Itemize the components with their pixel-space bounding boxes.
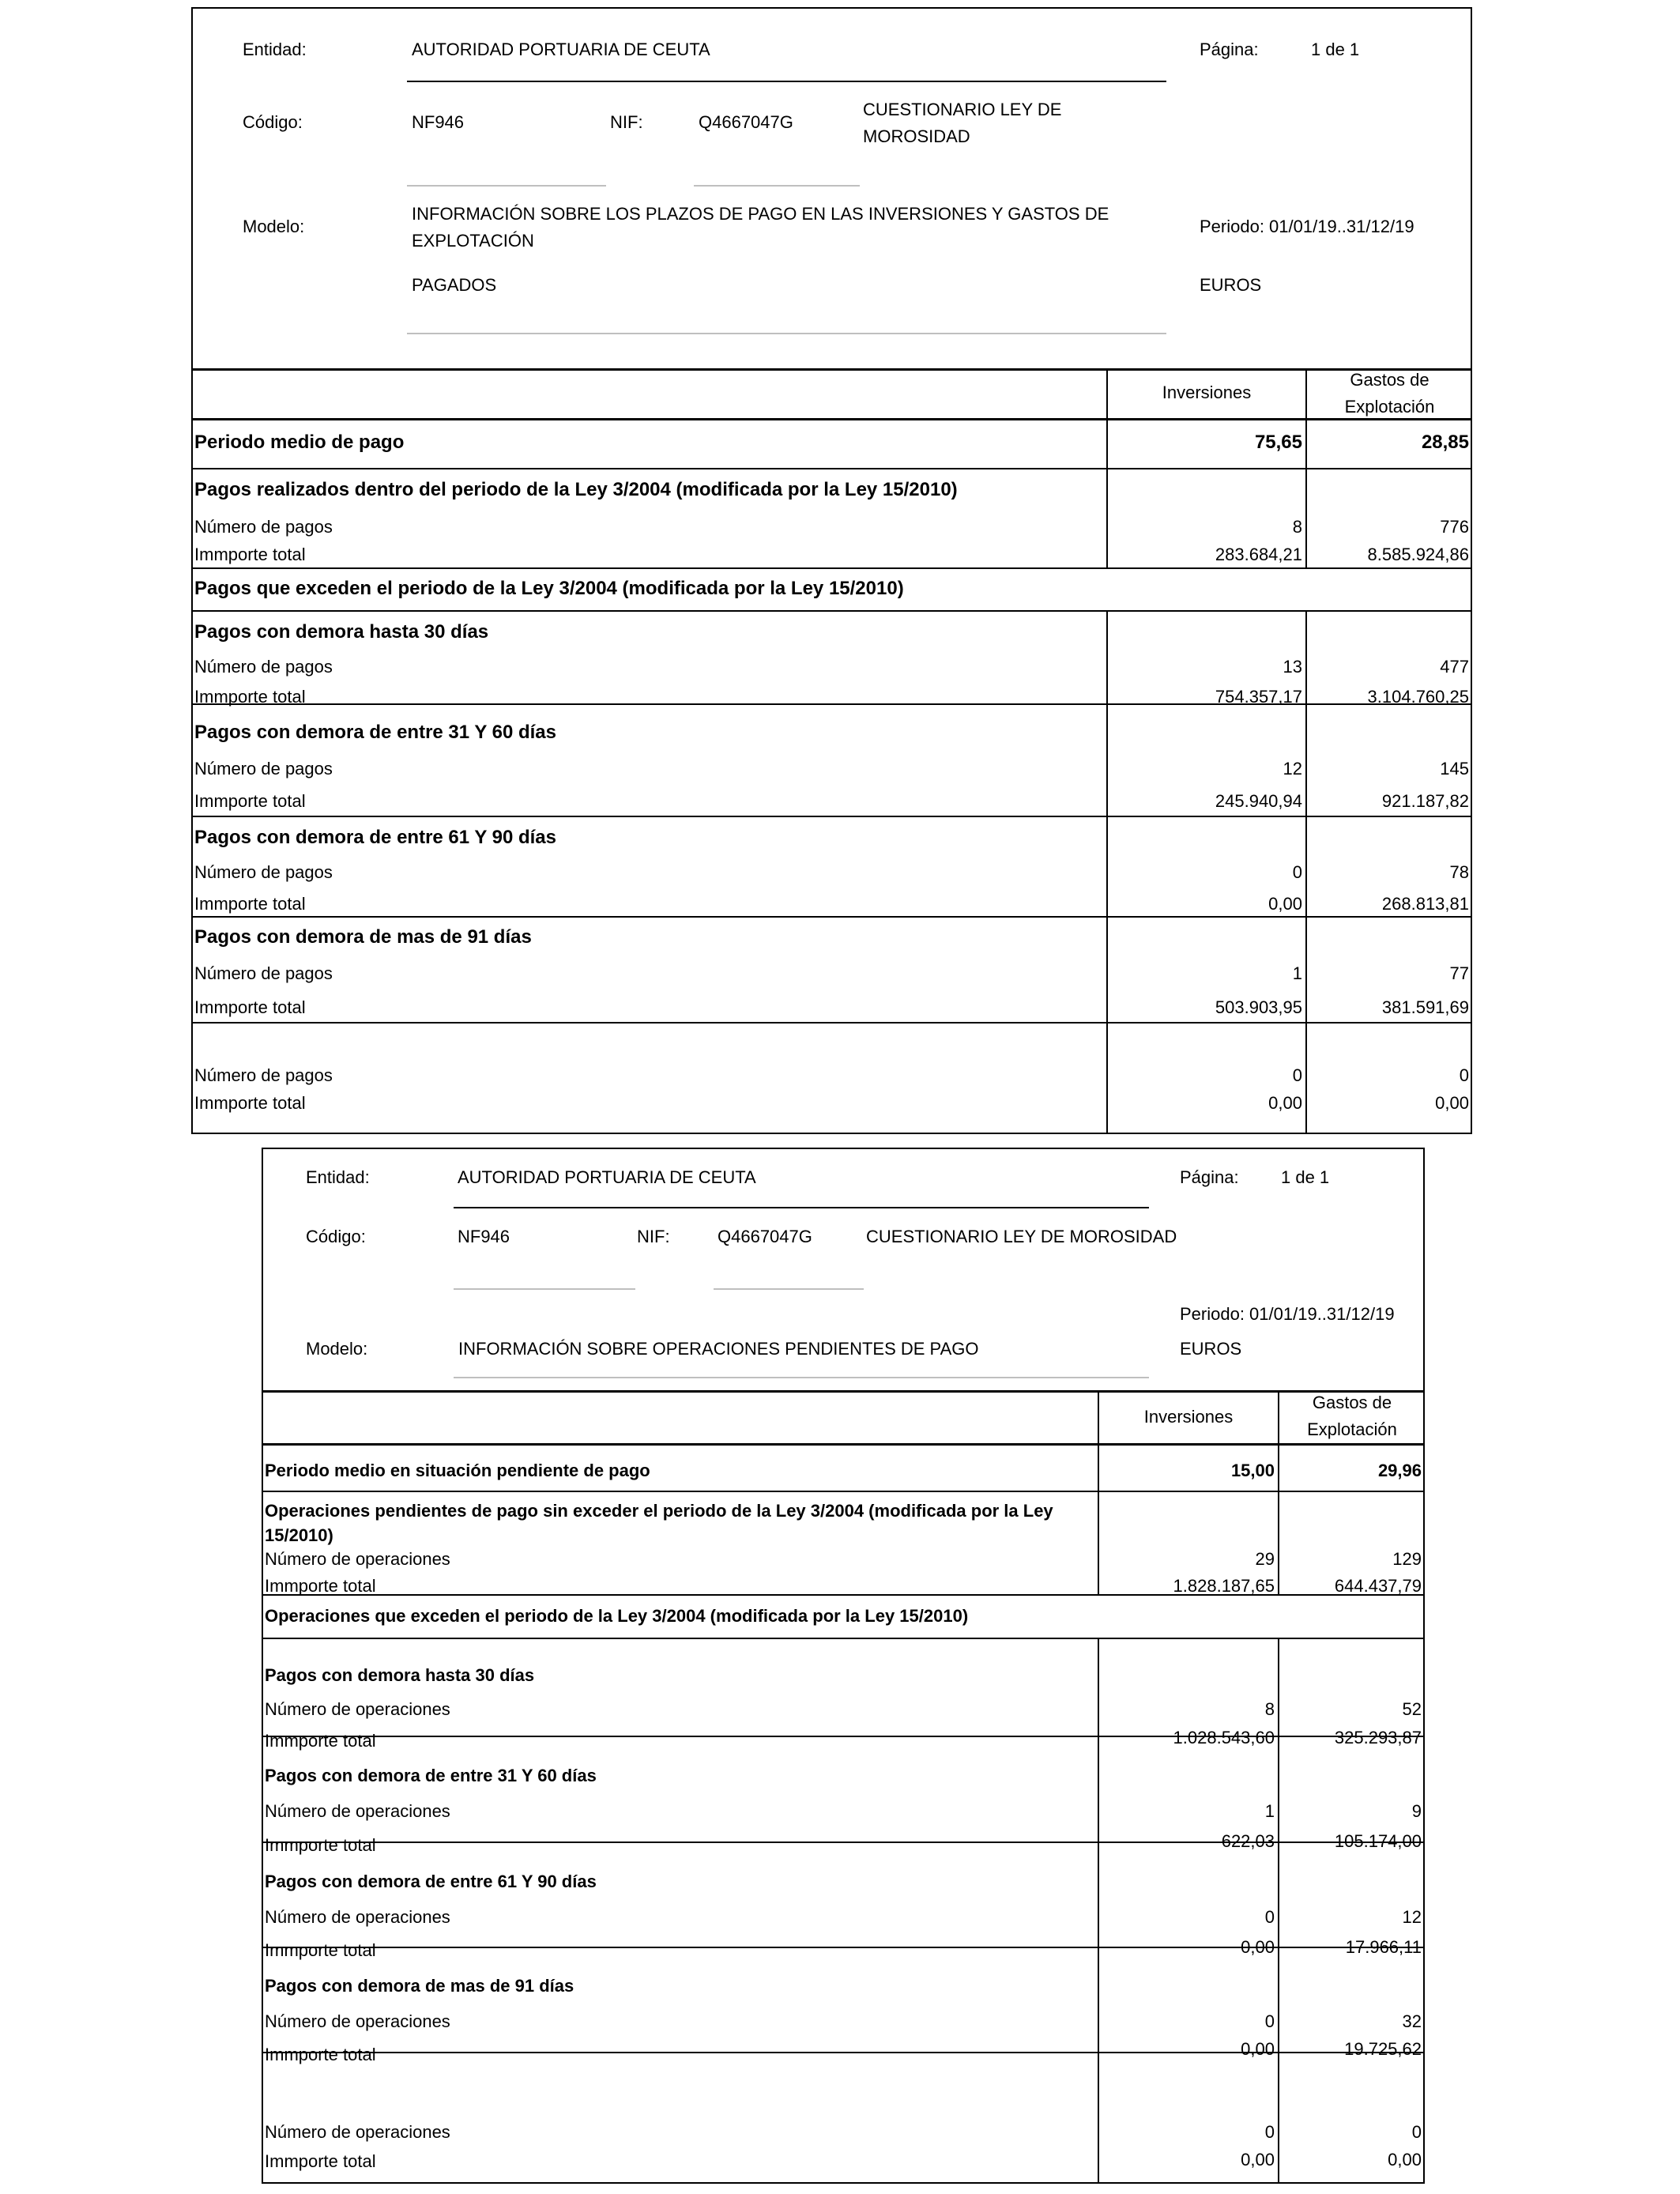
total-imp-gastos: 0,00	[1388, 2150, 1422, 2169]
dentro-imp-label: Immporte total	[265, 1576, 376, 1596]
group-num-gastos: 52	[1402, 1699, 1422, 1719]
group-imp-inversiones: 1.028.543,60	[1173, 1728, 1275, 1747]
group-num-gastos: 78	[1449, 862, 1469, 882]
group-num-gastos: 145	[1440, 759, 1469, 778]
nif-value: Q4667047G	[699, 112, 793, 132]
total-num-inversiones: 0	[1292, 1065, 1302, 1085]
cuestionario-label: CUESTIONARIO LEY DE MOROSIDAD	[866, 1227, 1177, 1246]
group-imp-label: Immporte total	[265, 1835, 376, 1855]
group-title: Pagos con demora de entre 61 Y 90 días	[194, 827, 556, 848]
group-imp-inversiones: 503.903,95	[1215, 997, 1302, 1017]
modelo-value: INFORMACIÓN SOBRE LOS PLAZOS DE PAGO EN LAS INVERSIONES Y GASTOS DE EXPLOTACIÓN	[412, 204, 1109, 251]
group-imp-gastos: 3.104.760,25	[1367, 687, 1469, 707]
dentro-num-inversiones: 8	[1292, 517, 1302, 537]
group-imp-inversiones: 622,03	[1221, 1831, 1275, 1851]
exceden-border	[191, 610, 1472, 612]
group-title: Pagos con demora de mas de 91 días	[194, 926, 532, 948]
entidad-value: AUTORIDAD PORTUARIA DE CEUTA	[412, 40, 710, 59]
total-num-inversiones: 0	[1264, 2122, 1275, 2142]
group-imp-label: Immporte total	[194, 687, 306, 707]
dentro-imp-gastos: 8.585.924,86	[1367, 545, 1469, 564]
group-num-gastos: 77	[1449, 963, 1469, 983]
group-num-label: Número de operaciones	[265, 1907, 450, 1927]
dentro-imp-inversiones: 1.828.187,65	[1173, 1576, 1275, 1596]
group-title: Pagos con demora hasta 30 días	[265, 1665, 535, 1685]
pmp-label: Periodo medio en situación pendiente de pago	[265, 1461, 650, 1480]
modelo-value: INFORMACIÓN SOBRE OPERACIONES PENDIENTES DE PAGO	[458, 1339, 979, 1359]
exceden-border	[262, 1638, 1425, 1639]
codigo-value: NF946	[412, 112, 465, 132]
column-header-inversiones: Inversiones	[1143, 1407, 1234, 1427]
group-imp-inversiones: 0,00	[1241, 1937, 1275, 1957]
pmp-inversiones: 75,65	[1254, 432, 1302, 453]
group-title: Pagos con demora de mas de 91 días	[265, 1976, 574, 1996]
total-imp-label: Immporte total	[194, 1093, 306, 1113]
total-imp-inversiones: 0,00	[1241, 2150, 1275, 2169]
nif-underline	[714, 1288, 864, 1290]
group-num-inversiones: 13	[1283, 657, 1302, 677]
codigo-value: NF946	[458, 1227, 510, 1246]
group-title: Pagos con demora hasta 30 días	[194, 621, 489, 643]
group-imp-inversiones: 0,00	[1241, 2039, 1275, 2059]
codigo-label: Código:	[306, 1227, 366, 1246]
group-imp-label: Immporte total	[194, 791, 306, 811]
dentro-title: Operaciones pendientes de pago sin exceder el periodo de la Ley 3/2004 (modificada por la Ley 15/2010)	[265, 1501, 1053, 1545]
group-imp-label: Immporte total	[265, 2045, 376, 2064]
group-imp-label: Immporte total	[194, 997, 306, 1017]
group2-border	[191, 816, 1472, 817]
dentro-title: Pagos realizados dentro del periodo de la Ley 3/2004 (modificada por la Ley 15/2010)	[194, 479, 958, 500]
group-title: Pagos con demora de entre 61 Y 90 días	[265, 1872, 597, 1891]
pmp-border	[262, 1491, 1425, 1492]
entidad-underline	[407, 81, 1166, 82]
group-num-label: Número de pagos	[194, 657, 333, 677]
group-num-inversiones: 0	[1264, 1907, 1275, 1927]
group-imp-gastos: 381.591,69	[1381, 997, 1469, 1017]
table-top-border	[262, 1390, 1425, 1393]
group-imp-label: Immporte total	[265, 1940, 376, 1960]
moneda-value: EUROS	[1200, 275, 1262, 295]
pagina-value: 1 de 1	[1311, 40, 1360, 59]
total-imp-label: Immporte total	[265, 2151, 376, 2171]
modelo-label: Modelo:	[306, 1339, 368, 1359]
group-imp-gastos: 921.187,82	[1381, 791, 1469, 811]
periodo-value: Periodo: 01/01/19..31/12/19	[1180, 1304, 1395, 1324]
group-num-label: Número de pagos	[194, 963, 333, 983]
group3-border	[191, 916, 1472, 918]
entidad-label: Entidad:	[306, 1167, 370, 1187]
group-num-gastos: 477	[1440, 657, 1469, 677]
dentro-num-label: Número de pagos	[194, 517, 333, 537]
group-num-gastos: 12	[1402, 1907, 1422, 1927]
group-num-inversiones: 1	[1292, 963, 1302, 983]
group-num-inversiones: 1	[1264, 1801, 1275, 1821]
total-imp-gastos: 0,00	[1435, 1093, 1469, 1113]
pmp-gastos: 28,85	[1421, 432, 1469, 453]
group-imp-inversiones: 245.940,94	[1215, 791, 1302, 811]
column-header-gastos: Gastos de Explotación	[1307, 1393, 1397, 1439]
nif-value: Q4667047G	[718, 1227, 812, 1246]
group-num-gastos: 9	[1411, 1801, 1422, 1821]
dentro-num-gastos: 129	[1392, 1549, 1422, 1569]
dentro-imp-gastos: 644.437,79	[1334, 1576, 1422, 1596]
total-imp-inversiones: 0,00	[1268, 1093, 1302, 1113]
dentro-num-inversiones: 29	[1255, 1549, 1275, 1569]
pagina-value: 1 de 1	[1281, 1167, 1330, 1187]
group-imp-gastos: 268.813,81	[1381, 894, 1469, 914]
pmp-gastos: 29,96	[1377, 1461, 1422, 1480]
column-header-gastos: Gastos de Explotación	[1344, 370, 1435, 417]
column-header-border	[191, 418, 1472, 420]
total-num-label: Número de operaciones	[265, 2122, 450, 2142]
exceden-title: Operaciones que exceden el periodo de la Ley 3/2004 (modificada por la Ley 15/2010)	[265, 1606, 969, 1626]
group-num-inversiones: 0	[1292, 862, 1302, 882]
group-imp-gastos: 325.293,87	[1334, 1728, 1422, 1747]
group-imp-gastos: 105.174,00	[1334, 1831, 1422, 1851]
dentro-num-label: Número de operaciones	[265, 1549, 450, 1569]
pmp-border	[191, 468, 1472, 469]
group-num-inversiones: 8	[1264, 1699, 1275, 1719]
modelo-label: Modelo:	[243, 217, 305, 236]
codigo-label: Código:	[243, 112, 303, 132]
total-num-gastos: 0	[1459, 1065, 1469, 1085]
dentro-imp-label: Immporte total	[194, 545, 306, 564]
group-title: Pagos con demora de entre 31 Y 60 días	[194, 722, 556, 743]
nif-label: NIF:	[610, 112, 643, 132]
moneda-value: EUROS	[1180, 1339, 1242, 1359]
group4-border	[191, 1022, 1472, 1023]
entidad-value: AUTORIDAD PORTUARIA DE CEUTA	[458, 1167, 756, 1187]
exceden-title: Pagos que exceden el periodo de la Ley 3/2004 (modificada por la Ley 15/2010)	[194, 578, 904, 599]
codigo-underline	[454, 1288, 635, 1290]
group-num-label: Número de operaciones	[265, 2011, 450, 2031]
entidad-underline	[454, 1207, 1149, 1208]
group-imp-label: Immporte total	[194, 894, 306, 914]
nif-underline	[694, 185, 860, 187]
total-num-label: Número de pagos	[194, 1065, 333, 1085]
table-top-border	[191, 368, 1472, 371]
column-header-border	[262, 1443, 1425, 1446]
nif-label: NIF:	[637, 1227, 670, 1246]
group-imp-label: Immporte total	[265, 1731, 376, 1751]
codigo-underline	[407, 185, 606, 187]
group-num-inversiones: 12	[1283, 759, 1302, 778]
dentro-imp-inversiones: 283.684,21	[1215, 545, 1302, 564]
modelo-value-2: PAGADOS	[412, 275, 497, 295]
pmp-label: Periodo medio de pago	[194, 432, 405, 453]
group-num-label: Número de pagos	[194, 759, 333, 778]
dentro-border	[191, 567, 1472, 569]
periodo-value: Periodo: 01/01/19..31/12/19	[1200, 217, 1414, 236]
pmp-inversiones: 15,00	[1230, 1461, 1275, 1480]
group-num-inversiones: 0	[1264, 2011, 1275, 2031]
pagina-label: Página:	[1200, 40, 1259, 59]
total-num-gastos: 0	[1411, 2122, 1422, 2142]
modelo-underline	[407, 333, 1166, 334]
cuestionario-label: CUESTIONARIO LEY DE MOROSIDAD	[863, 100, 1062, 146]
group-num-gastos: 32	[1402, 2011, 1422, 2031]
pagina-label: Página:	[1180, 1167, 1239, 1187]
modelo-underline	[454, 1377, 1149, 1378]
group-imp-gastos: 19.725,62	[1344, 2039, 1422, 2059]
group-num-label: Número de pagos	[194, 862, 333, 882]
group-imp-inversiones: 0,00	[1268, 894, 1302, 914]
group-imp-gastos: 17.966,11	[1345, 1937, 1422, 1957]
group-num-label: Número de operaciones	[265, 1801, 450, 1821]
group-title: Pagos con demora de entre 31 Y 60 días	[265, 1766, 597, 1785]
entidad-label: Entidad:	[243, 40, 307, 59]
dentro-num-gastos: 776	[1440, 517, 1469, 537]
group-imp-inversiones: 754.357,17	[1215, 687, 1302, 707]
group-num-label: Número de operaciones	[265, 1699, 450, 1719]
column-header-inversiones: Inversiones	[1162, 383, 1252, 402]
